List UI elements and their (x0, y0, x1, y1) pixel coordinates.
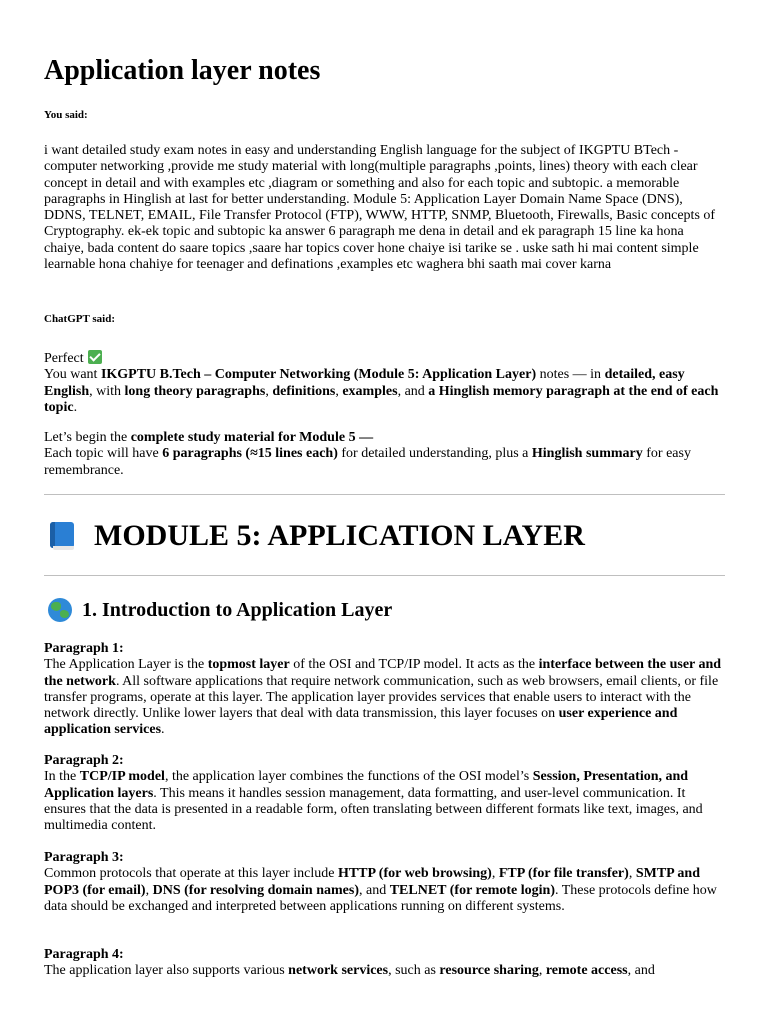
perfect-line (44, 350, 726, 367)
p-bold: HTTP (for web browsing) (337, 866, 492, 882)
globe-icon (48, 598, 72, 622)
module-title-text: MODULE 5: APPLICATION LAYER (94, 519, 585, 552)
p-bold: user experience and application services (44, 706, 678, 738)
p-bold: FTP (for file transfer) (498, 866, 629, 882)
p-text: Common protocols that operate at this layer include (44, 866, 338, 882)
paragraph-label (44, 641, 726, 657)
paragraph-3-label: Paragraph 3: (44, 850, 124, 865)
blue-book-icon (50, 522, 76, 550)
paragraph-3 (44, 850, 726, 915)
intro-bold: IKGPTU B.Tech – Computer Networking (Module 5: Application Layer) (100, 367, 537, 383)
paragraph-label (44, 850, 726, 866)
paragraph-label (44, 753, 726, 769)
p-text: of the OSI and TCP/IP model. It acts as the (289, 657, 539, 673)
p-text: . This means it handles session management, data formatting, and user-level communication. It ensures that the data is presented in a readable form, often translating between different formats like text, images, and multimedia content. (44, 785, 703, 834)
begin-line-2 (44, 446, 726, 479)
p-bold: interface between the user and the network (44, 657, 722, 689)
divider (44, 575, 725, 576)
check-mark-icon (88, 350, 102, 364)
p-text: , such as (388, 963, 440, 979)
paragraph-label (44, 947, 726, 963)
paragraph-4 (44, 947, 726, 980)
begin-text: for detailed understanding, plus a (337, 446, 532, 462)
begin-line-1 (44, 430, 726, 446)
paragraph-1-label: Paragraph 1: (44, 641, 124, 656)
document-title: Application layer notes (44, 55, 321, 86)
paragraph-4-label: Paragraph 4: (44, 947, 124, 962)
p-bold: Session, Presentation, and Application layers (44, 769, 689, 801)
paragraph-2-body (44, 769, 726, 834)
intro-bold: detailed, easy English (44, 367, 685, 399)
p-bold: TCP/IP model (79, 769, 165, 785)
p-bold: network services (288, 963, 389, 979)
begin-bold: complete study material for Module 5 — (130, 430, 374, 445)
paragraph-3-body (44, 866, 726, 915)
user-speaker-label: You said: (44, 109, 88, 121)
p-text: In the (44, 769, 80, 785)
paragraph-1 (44, 641, 726, 739)
intro-text: , (335, 383, 343, 399)
p-bold: SMTP and POP3 (for email) (44, 866, 701, 898)
p-text: . These protocols define how data should be exchanged and interpreted between applications running on different systems. (44, 882, 717, 914)
paragraph-2-label: Paragraph 2: (44, 753, 124, 768)
p-bold: resource sharing (439, 963, 539, 979)
p-text: , and (359, 882, 390, 898)
perfect-text: Perfect (44, 351, 84, 366)
intro-bold: definitions (272, 383, 336, 399)
intro-paragraph (44, 367, 726, 416)
intro-text: . (73, 399, 78, 415)
module-heading (50, 518, 585, 554)
intro-bold: a Hinglish memory paragraph at the end of each topic (44, 383, 719, 415)
intro-bold: examples (342, 383, 398, 399)
intro-text: , and (397, 383, 429, 399)
intro-text: notes — in (536, 367, 605, 383)
section-heading (48, 598, 392, 622)
p-text: , (145, 882, 153, 898)
p-bold: remote access (545, 963, 628, 979)
p-text: . All software applications that require network communication, such as web browsers, email clients, or file transfer programs, operate at this layer. The application layer provides services that enable users to interact with the network directly. Unlike lower layers that deal with data transmission, this layer focuses on (44, 673, 719, 722)
p-text: . (161, 722, 165, 738)
intro-bold: long theory paragraphs (124, 383, 266, 399)
p-text: The Application Layer is the (44, 657, 208, 673)
intro-text: You want (44, 367, 101, 383)
begin-bold: Hinglish summary (531, 446, 643, 462)
intro-text: , with (89, 383, 125, 399)
section-title-text: 1. Introduction to Application Layer (82, 599, 393, 621)
intro-text: , (265, 383, 273, 399)
assistant-speaker-label: ChatGPT said: (44, 313, 116, 325)
p-bold: topmost layer (207, 657, 290, 673)
begin-text: Each topic will have (44, 446, 163, 462)
p-text: , (538, 963, 546, 979)
begin-text: for easy remembrance. (44, 446, 691, 478)
p-text: , the application layer combines the functions of the OSI model’s (164, 769, 533, 785)
p-text: , (491, 866, 499, 882)
begin-paragraph (44, 430, 726, 479)
paragraph-1-body (44, 657, 726, 738)
user-message-text: i want detailed study exam notes in easy and understanding English language for the subject of IKGPTU BTech - computer networking ,provide me study material with long(multiple paragraphs ,points, lines) theory with each clear concept in detail and with examples etc ,diagram or something and also for each topic and subtopic. a memorable paragraphs in Hinglish at last for better understanding. Module 5: Application Layer Domain Name Space (DNS), DDNS, TELNET, EMAIL, File Transfer Protocol (FTP), WWW, HTTP, SNMP, Bluetooth, Firewalls, Basic concepts of Cryptography. ek-ek topic and subtopic ka answer 6 paragraph me dena in detail and ek paragraph 15 line ka hona chaiye, bada content do saare topics ,saare har topics cover hone chaiye isi tarike se . uske sath hi mai content simple learnable hona chahiye for teenager and definations ,examples etc waghera bhi saath mai cover karna (44, 143, 716, 273)
p-text: , (628, 866, 636, 882)
p-bold: TELNET (for remote login) (389, 882, 555, 898)
assistant-intro (44, 350, 726, 416)
divider (44, 494, 725, 495)
p-text: The application layer also supports various (44, 963, 289, 979)
user-message (44, 143, 726, 273)
begin-text: Let’s begin the (44, 430, 131, 445)
p-bold: DNS (for resolving domain names) (152, 882, 359, 898)
begin-bold: 6 paragraphs (≈15 lines each) (162, 446, 338, 462)
paragraph-2 (44, 753, 726, 834)
paragraph-4-body (44, 963, 726, 979)
p-text: , and (627, 963, 655, 979)
